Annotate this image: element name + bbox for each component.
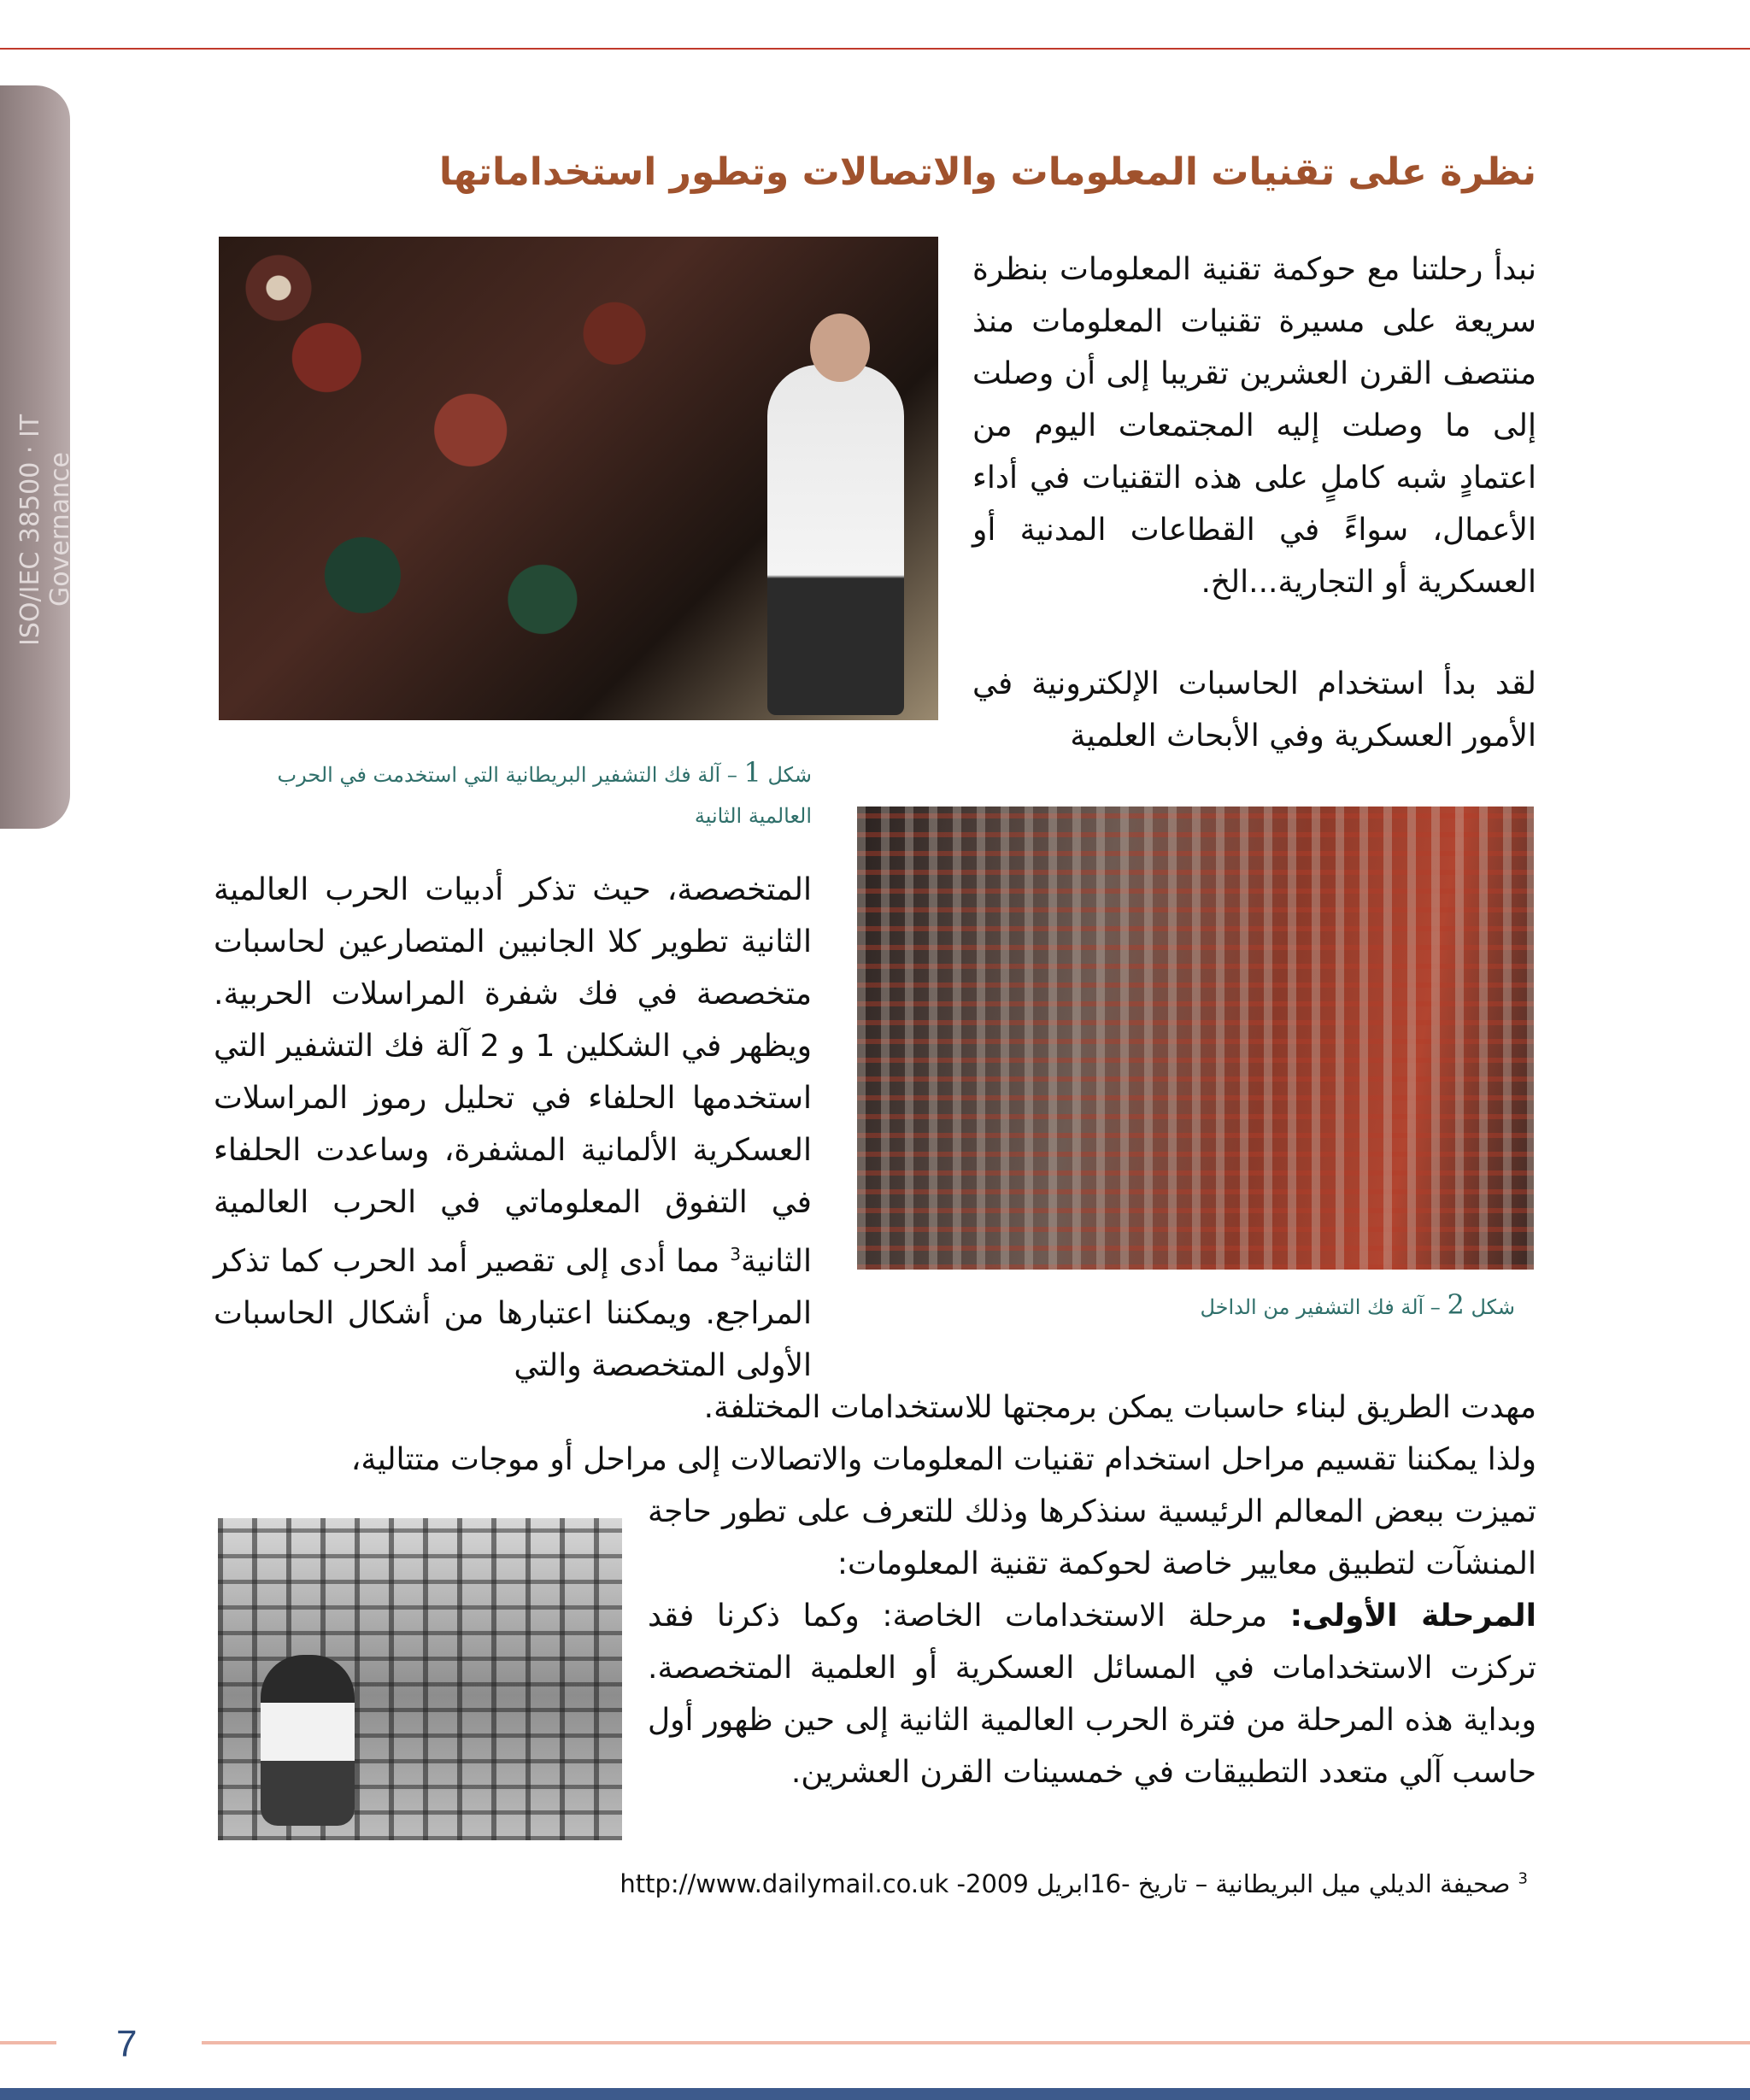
ww2-paragraph (214, 864, 812, 1392)
ww2-footnote-ref: 3 (730, 1244, 741, 1264)
footnote-number: 3 (1518, 1869, 1528, 1888)
figure-1-head (810, 314, 870, 382)
figure-1-caption-number: 1 (743, 756, 761, 789)
stages-intro-line-1: مهدت الطريق لبناء حاسبات يمكن برمجتها للاستخدامات المختلفة. (703, 1390, 1536, 1425)
stages-features-paragraph: تميزت ببعض المعالم الرئيسية سنذكرها وذلك للتعرف على تطور حاجة المنشآت لتطبيق معايير خاصة لحوكمة تقنية المعلومات: (648, 1494, 1536, 1581)
figure-1-bombe-machine-photo (219, 237, 938, 720)
figure-2-caption-number: 2 (1447, 1288, 1465, 1321)
figure-2-caption (917, 1284, 1515, 1328)
bottom-band (0, 2088, 1750, 2100)
figure-2-machine-interior-photo (857, 807, 1534, 1270)
figure-1-caption (214, 752, 812, 836)
figure-1-man (767, 365, 904, 715)
stages-intro-paragraph (203, 1381, 1536, 1486)
top-rule (0, 48, 1750, 50)
bottom-rule-left (0, 2041, 56, 2044)
figure-2-caption-text: – آلة فك التشفير من الداخل (1200, 1295, 1441, 1319)
footnote (332, 1869, 1528, 1898)
figure-3-person (261, 1655, 355, 1826)
side-tab (0, 85, 75, 829)
page-number: 7 (116, 2023, 138, 2065)
stage-one-paragraph (648, 1590, 1536, 1798)
stage-one-block (648, 1486, 1536, 1798)
ww2-paragraph-tail: مما أدى إلى تقصير أمد الحرب كما تذكر المراجع. ويمكننا اعتبارها من أشكال الحاسبات الأولى المتخصصة والتي (214, 1244, 812, 1383)
figure-1-caption-text: – آلة فك التشفير البريطانية التي استخدمت في الحرب العالمية الثانية (277, 763, 812, 828)
footnote-text: صحيفة الديلي ميل البريطانية – تاريخ -16ابريل 2009- http://www.dailymail.co.uk (620, 1869, 1518, 1898)
figure-2-caption-prefix: شكل (1471, 1295, 1515, 1319)
ww2-paragraph-text: المتخصصة، حيث تذكر أدبيات الحرب العالمية الثانية تطوير كلا الجانبين المتصارعين لحاسبات متخصصة في فك شفرة المراسلات الحربية. ويظهر في الشكلين 1 و 2 آلة فك التشفير التي استخدمها الحلفاء في تحليل رموز المراسلات العسكرية الألمانية المشفرة، وساعدت الحلفاء في التفوق المعلوماتي في الحرب العالمية الثانية (214, 872, 812, 1279)
stage-one-text: مرحلة الاستخدامات الخاصة: وكما ذكرنا فقد تركزت الاستخدامات في المسائل العسكرية أو العلمية المتخصصة. وبداية هذه المرحلة من فترة الحرب العالمية الثانية إلى حين ظهور أول حاسب آلي متعدد التطبيقات في خمسينات القرن العشرين. (648, 1598, 1536, 1790)
figure-1-caption-prefix: شكل (767, 763, 812, 787)
stage-one-label: المرحلة الأولى: (1289, 1598, 1536, 1634)
bottom-rule-right (202, 2041, 1750, 2044)
figure-3-early-computer-photo (218, 1518, 622, 1840)
computers-paragraph: لقد بدأ استخدام الحاسبات الإلكترونية في الأمور العسكرية وفي الأبحاث العلمية (972, 666, 1536, 754)
side-tab-label: ISO/IEC 38500 · IT Governance (15, 414, 75, 646)
intro-paragraph: نبدأ رحلتنا مع حوكمة تقنية المعلومات بنظرة سريعة على مسيرة تقنيات المعلومات منذ منتصف القرن العشرين تقريبا إلى أن وصلت إلى ما وصلت إليه المجتمعات اليوم من اعتمادٍ شبه كاملٍ على هذه التقنيات في أداء الأعمال، سواءً في القطاعات المدنية أو العسكرية أو التجارية...الخ. (972, 252, 1536, 600)
page-title: نظرة على تقنيات المعلومات والاتصالات وتطور استخداماتها (438, 150, 1536, 194)
stages-intro-line-2: ولذا يمكننا تقسيم مراحل استخدام تقنيات المعلومات والاتصالات إلى مراحل أو موجات متتالية، (350, 1442, 1536, 1477)
